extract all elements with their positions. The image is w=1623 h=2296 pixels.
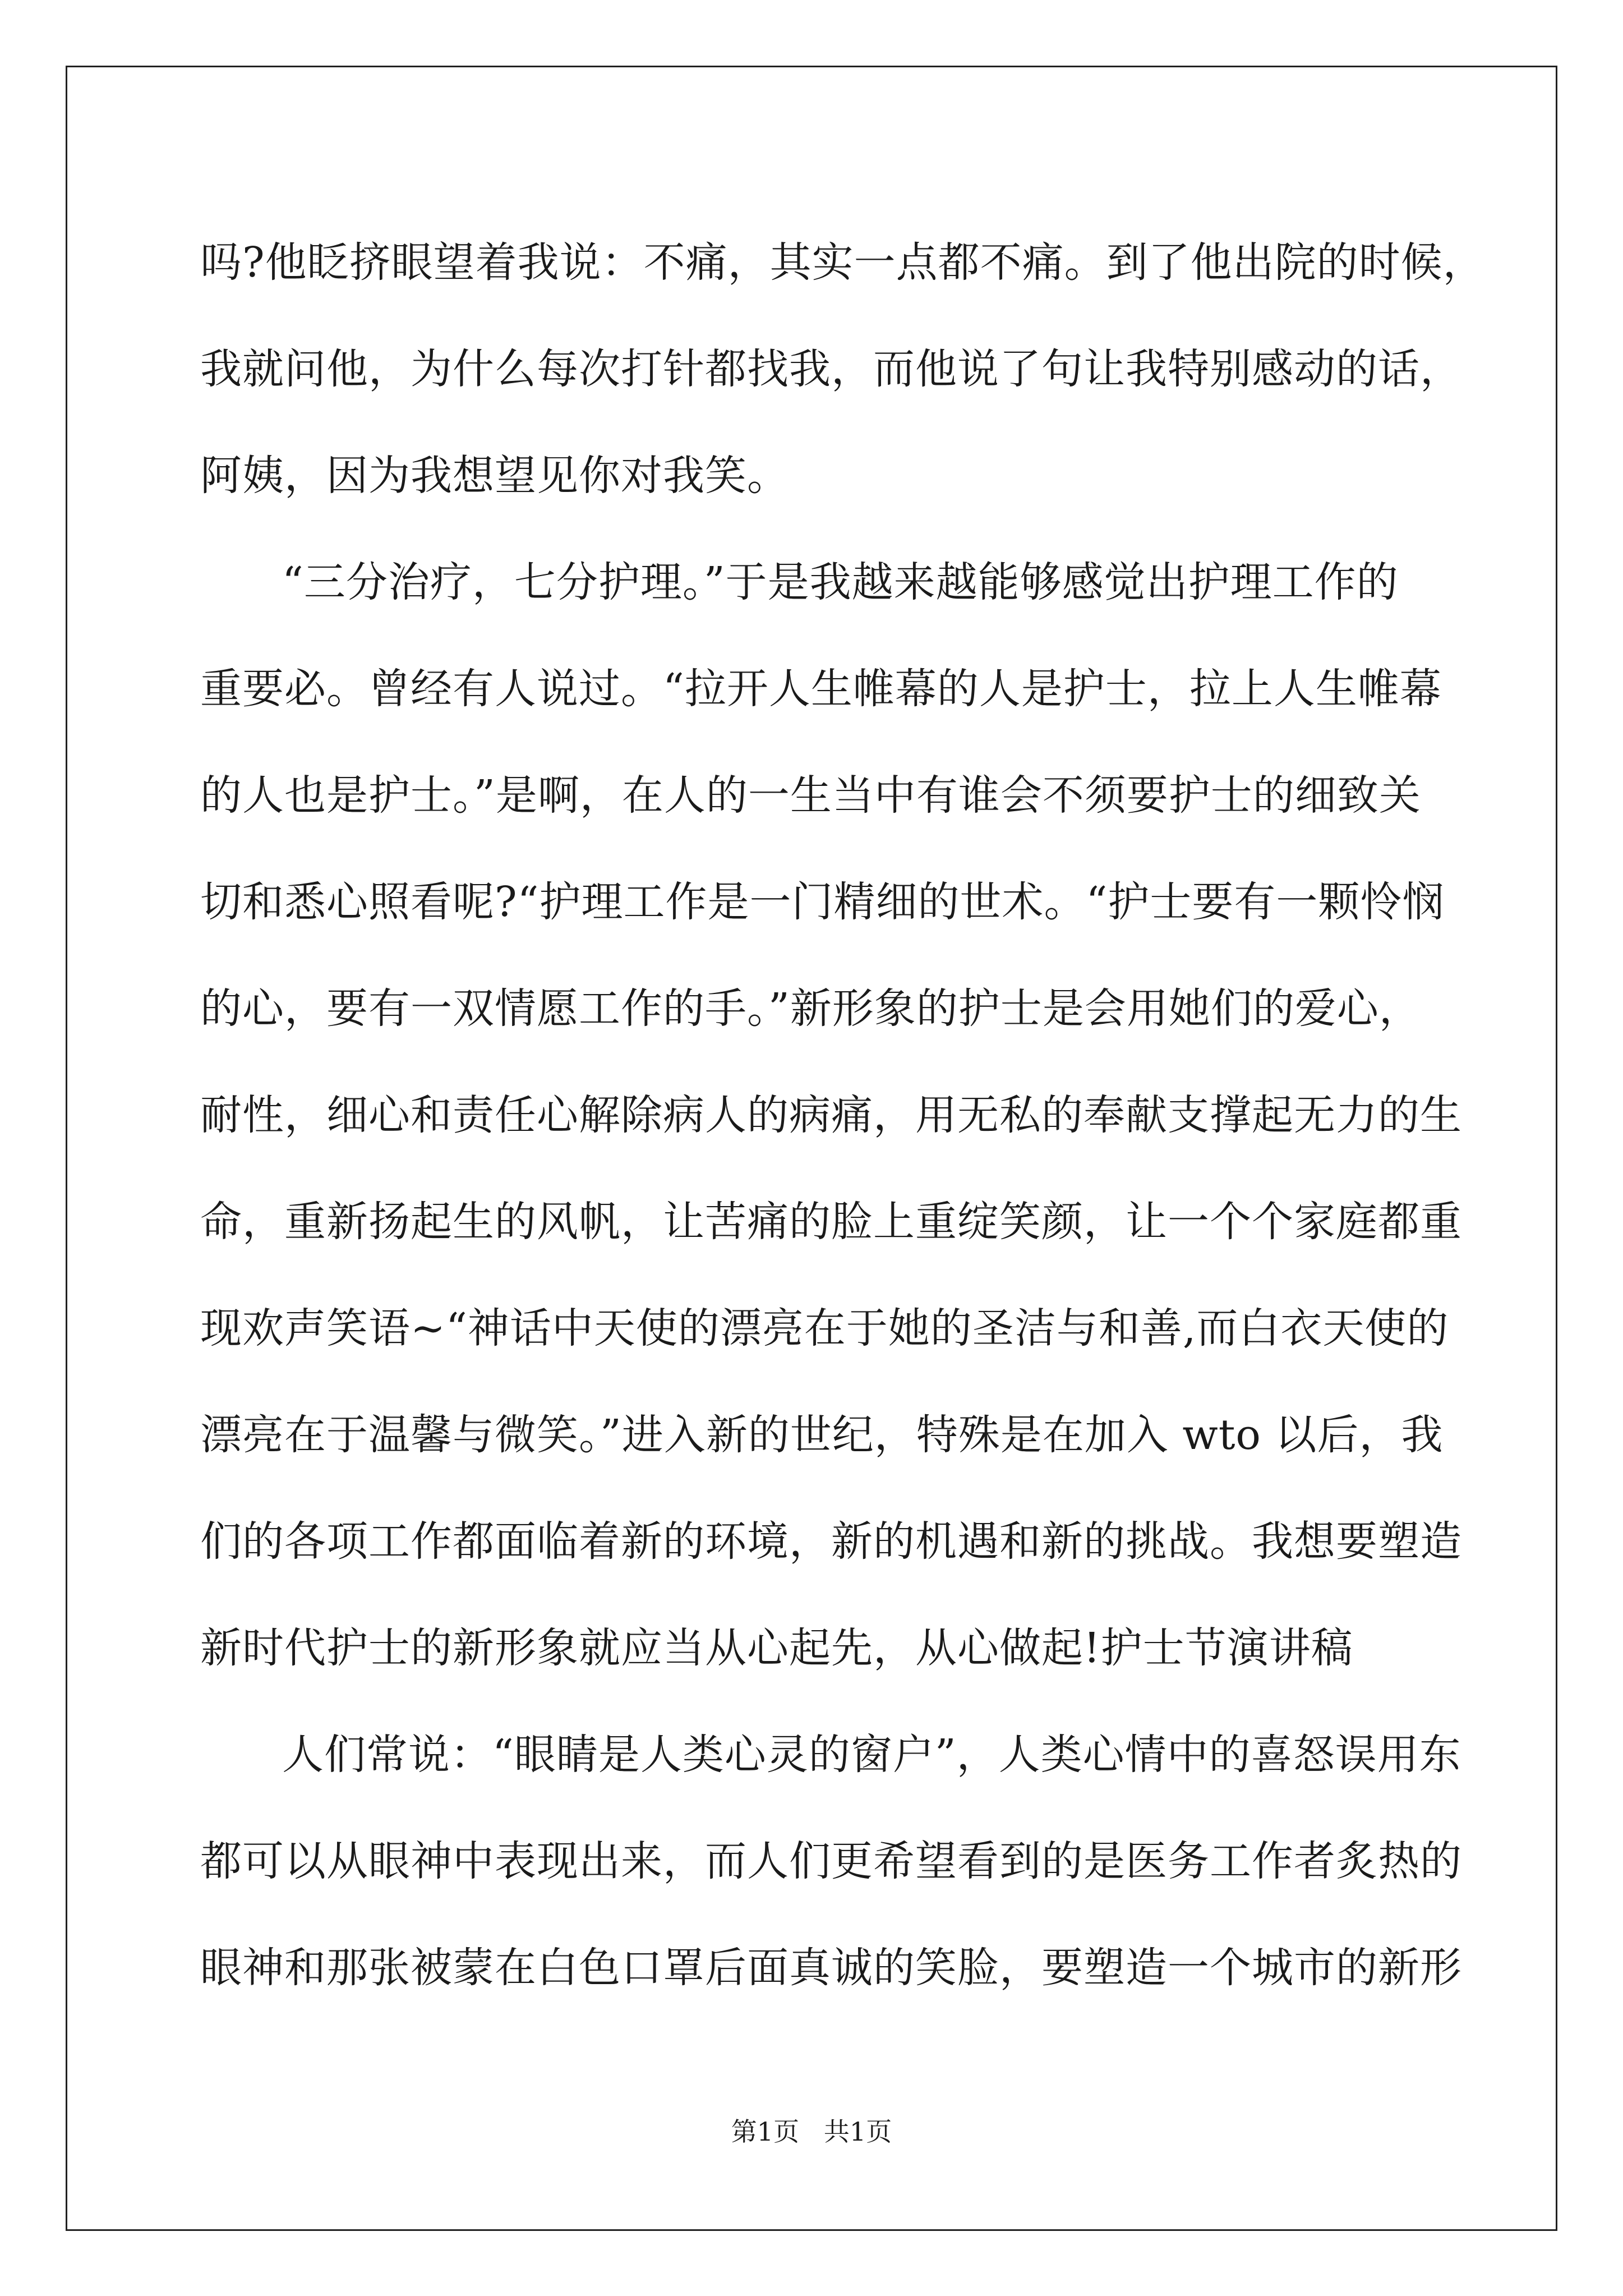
text-line: 重要必。曾经有人说过。“拉开人生帷幕的人是护士，拉上人生帷幕	[200, 665, 1442, 713]
text-line: 漂亮在于温馨与微笑。”进入新的世纪，特殊是在加入 wto 以后，我	[200, 1411, 1444, 1459]
text-line: 都可以从眼神中表现出来，而人们更希望看到的是医务工作者炙热的	[200, 1837, 1462, 1885]
text-line: 阿姨，因为我想望见你对我笑。	[200, 452, 789, 500]
text-line: 的心，要有一双情愿工作的手。”新形象的护士是会用她们的爱心，	[200, 984, 1421, 1033]
text-line: 现欢声笑语~“神话中天使的漂亮在于她的圣洁与和善,而白衣天使的	[200, 1304, 1449, 1352]
text-line: 我就问他，为什么每次打针都找我，而他说了句让我特别感动的话，	[200, 345, 1462, 393]
text-line: 们的各项工作都面临着新的环境，新的机遇和新的挑战。我想要塑造	[200, 1517, 1462, 1566]
text-line: 耐性，细心和责任心解除病人的病痛，用无私的奉献支撑起无力的生	[200, 1091, 1462, 1139]
text-line: 命，重新扬起生的风帆，让苦痛的脸上重绽笑颜，让一个个家庭都重	[200, 1198, 1462, 1246]
body-text	[200, 209, 1490, 2021]
text-line: 人们常说：“眼睛是人类心灵的窗户”，人类心情中的喜怒误用东	[282, 1731, 1461, 1779]
text-line: 的人也是护士。”是啊，在人的一生当中有谁会不须要护士的细致关	[200, 771, 1421, 820]
text-line: 切和悉心照看呢?“护理工作是一门精细的世术。“护士要有一颗怜悯	[200, 878, 1445, 926]
text-line: 新时代护士的新形象就应当从心起先，从心做起!护士节演讲稿	[200, 1624, 1353, 1672]
text-line: 眼神和那张被蒙在白色口罩后面真诚的笑脸，要塑造一个城市的新形	[200, 1944, 1462, 1992]
page-footer: 第1页 共1页	[731, 2116, 892, 2147]
text-line: 吗?他眨挤眼望着我说：不痛，其实一点都不痛。到了他出院的时候，	[200, 238, 1485, 287]
text-line: “三分治疗，七分护理。”于是我越来越能够感觉出护理工作的	[282, 558, 1399, 606]
